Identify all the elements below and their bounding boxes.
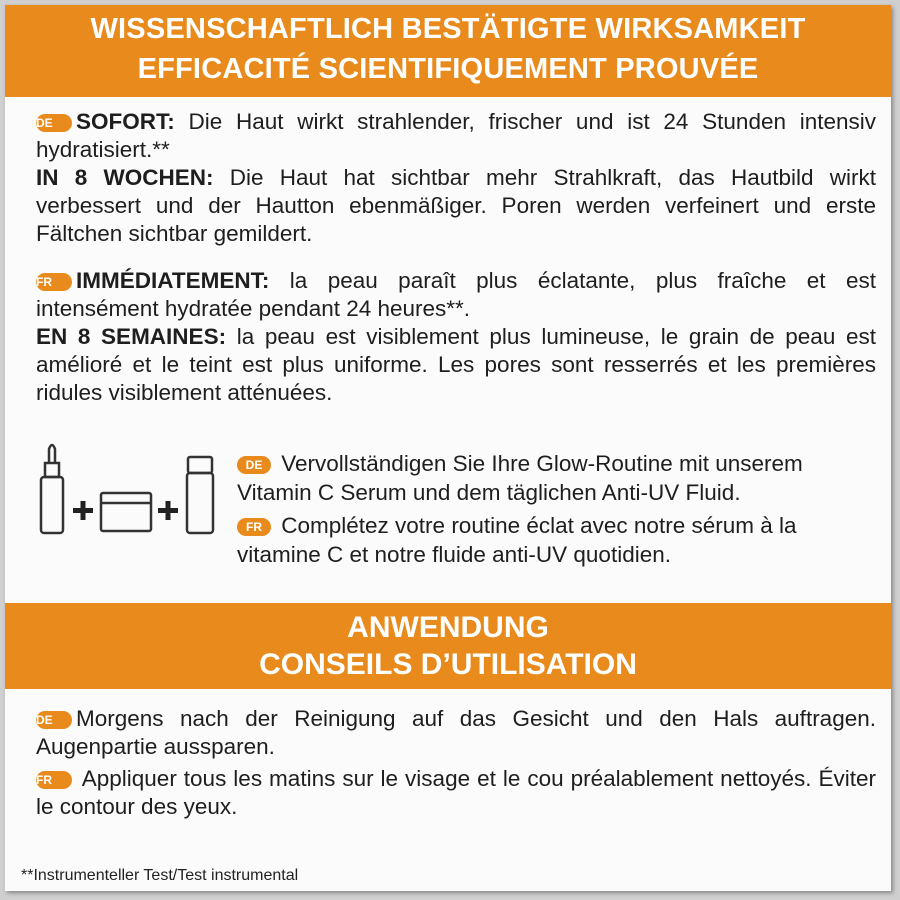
immediate-text: la peau paraît plus éclatante, plus fraîche et est intensément hydratée pendant 24 heures**. bbox=[36, 268, 876, 321]
immediate-label: IMMÉDIATEMENT: bbox=[76, 268, 270, 293]
usage-fr-text: Appliquer tous les matins sur le visage et le cou préalablement nettoyés. Éviter le contour des yeux. bbox=[36, 766, 876, 819]
de-badge: DE bbox=[237, 456, 271, 474]
de-badge: DE bbox=[36, 711, 72, 729]
de-weeks-text: Die Haut hat sichtbar mehr Strahlkraft, das Hautbild wirkt verbessert und der Hautton ebenmäßiger. Poren werden verfeinert und erste Fältchen sichtbar gemildert. bbox=[36, 165, 877, 246]
usage-title-fr: CONSEILS D’UTILISATION bbox=[259, 648, 637, 681]
efficacy-banner bbox=[5, 5, 891, 97]
serum-bottle-icon bbox=[41, 445, 63, 533]
de-weeks-label: IN 8 WOCHEN: bbox=[36, 165, 214, 190]
usage-title-de: ANWENDUNG bbox=[347, 611, 549, 644]
sofort-text: Die Haut wirkt strahlender, frischer und ist 24 Stunden intensiv hydratisiert.** bbox=[36, 109, 876, 162]
plus-icon bbox=[73, 501, 93, 520]
usage-de bbox=[36, 705, 876, 761]
fr-badge: FR bbox=[237, 518, 271, 536]
routine-fr bbox=[237, 511, 877, 569]
de-efficacy-text bbox=[36, 108, 876, 248]
de-badge: DE bbox=[36, 114, 72, 132]
efficacy-title-fr: EFFICACITÉ SCIENTIFIQUEMENT PROUVÉE bbox=[137, 53, 759, 85]
efficacy-title-de: WISSENSCHAFTLICH BESTÄTIGTE WIRKSAMKEIT bbox=[90, 13, 806, 45]
sofort-label: SOFORT: bbox=[76, 109, 175, 134]
fr-badge: FR bbox=[36, 771, 72, 789]
plus-icon bbox=[158, 501, 178, 520]
footnote: **Instrumenteller Test/Test instrumental bbox=[21, 867, 299, 884]
fr-weeks-text: la peau est visiblement plus lumineuse, le grain de peau est amélioré et le teint est plus uniforme. Les pores sont resserrés et les premières ridules visiblement atténuées. bbox=[36, 324, 876, 405]
routine-icons bbox=[35, 437, 225, 537]
routine-de-text: Vervollständigen Sie Ihre Glow-Routine mit unserem Vitamin C Serum und dem täglichen Anti-UV Fluid. bbox=[237, 451, 803, 505]
fr-weeks-label: EN 8 SEMAINES: bbox=[36, 324, 227, 349]
routine-fr-text: Complétez votre routine éclat avec notre sérum à la vitamine C et notre fluide anti-UV quotidien. bbox=[237, 513, 797, 567]
fr-badge: FR bbox=[36, 273, 72, 291]
usage-de-text: Morgens nach der Reinigung auf das Gesicht und den Hals auftragen. Augenpartie aussparen. bbox=[36, 706, 876, 759]
fluid-bottle-icon bbox=[187, 457, 213, 533]
usage-fr bbox=[36, 765, 876, 821]
cream-jar-icon bbox=[101, 493, 151, 531]
routine-de bbox=[237, 449, 877, 507]
fr-efficacy-text bbox=[36, 267, 876, 407]
usage-banner bbox=[5, 603, 891, 689]
info-panel bbox=[5, 5, 891, 891]
